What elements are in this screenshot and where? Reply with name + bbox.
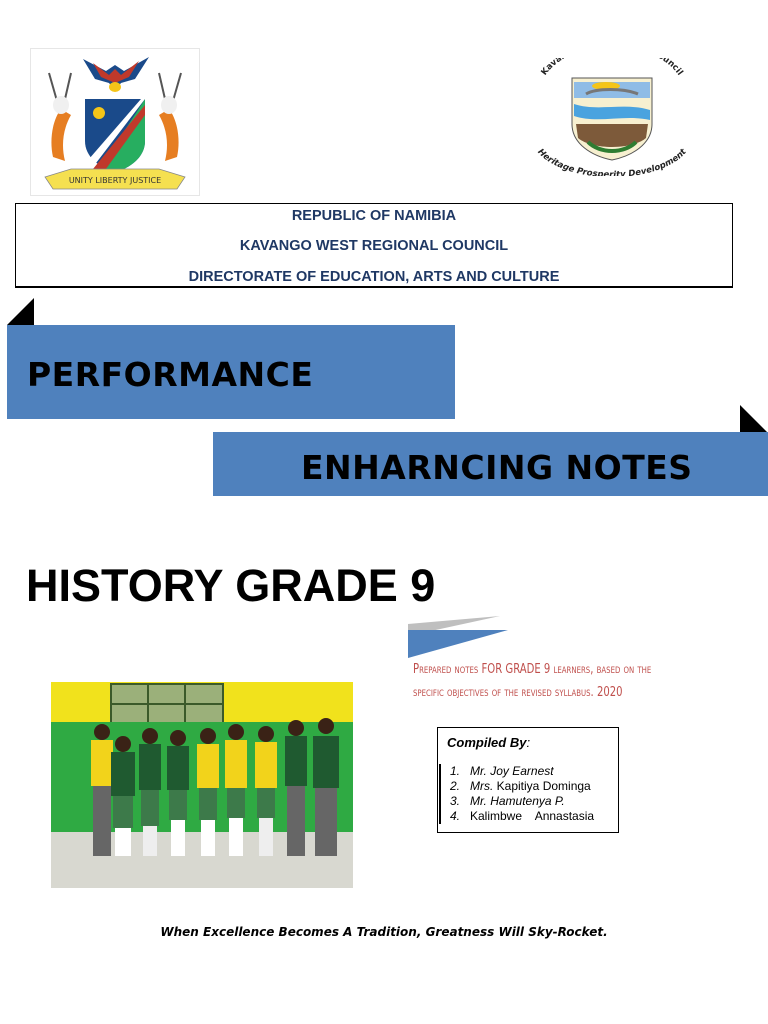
compiled-by-box — [437, 727, 619, 833]
header-box — [15, 203, 733, 288]
motto-ribbon-text: UNITY LIBERTY JUSTICE — [68, 176, 162, 185]
banner-corner-right — [740, 405, 768, 432]
list-item-number: 1. — [450, 764, 461, 778]
decorative-wedge — [408, 614, 578, 660]
compiled-by-label: Compiled By — [447, 735, 527, 750]
prepared-line-2: specific objectives of the revised syllabus. 2020 — [413, 685, 623, 700]
compiler-name: Mr. Hamutenya P. — [470, 794, 565, 808]
compilers-list — [439, 764, 621, 824]
compiled-by-colon: : — [526, 735, 531, 750]
header-line-council: KAVANGO WEST REGIONAL COUNCIL — [239, 238, 509, 254]
compiler-name: Kalimbwe Annastasia — [470, 809, 595, 823]
namibia-coat-of-arms-icon — [31, 49, 199, 195]
list-item-number: 4. — [450, 809, 461, 823]
compiled-by-title — [447, 735, 530, 750]
regional-council-logo — [528, 58, 696, 176]
compiler-title: Mrs. — [470, 779, 494, 793]
banner-corner-left — [7, 298, 35, 325]
learners-group-photo — [51, 682, 353, 888]
regional-logo-top-text: Kava uncil — [539, 58, 685, 78]
header-line-directorate: DIRECTORATE OF EDUCATION, ARTS AND CULTURE — [188, 269, 560, 285]
list-item-number: 3. — [450, 794, 461, 808]
list-item — [441, 764, 621, 779]
banner-enhancing-notes-text: ENHARNCING NOTES — [301, 448, 693, 487]
banner-enhancing-notes — [213, 432, 768, 496]
header-line-republic: REPUBLIC OF NAMIBIA — [291, 208, 457, 224]
banner-performance — [7, 325, 455, 419]
list-item-number: 2. — [450, 779, 461, 793]
compiler-name: Kapitiya Dominga — [493, 779, 591, 793]
list-item — [441, 809, 621, 824]
kavango-west-logo-icon — [528, 58, 696, 176]
regional-logo-bottom-text: Heritage Prosperity Development — [535, 147, 689, 176]
list-item — [441, 794, 621, 809]
motto-text: When Excellence Becomes A Tradition, Greatness Will Sky-Rocket. — [160, 925, 608, 939]
prepared-notes-text — [413, 658, 688, 704]
prepared-line-1: Prepared notes FOR GRADE 9 learners, based on the — [413, 662, 652, 677]
group-photo-image — [51, 682, 353, 888]
compiler-name: Mr. Joy Earnest — [470, 764, 554, 778]
banner-performance-text: PERFORMANCE — [27, 355, 314, 394]
document-title: HISTORY GRADE 9 — [26, 560, 436, 611]
coat-of-arms — [30, 48, 200, 196]
list-item — [441, 779, 621, 794]
svg-text:Kavango West Regional Council — [540, 58, 685, 78]
